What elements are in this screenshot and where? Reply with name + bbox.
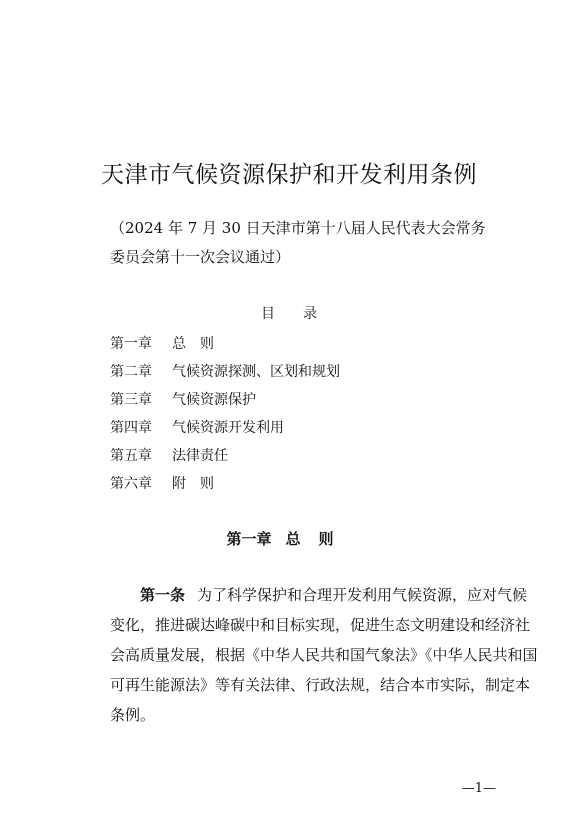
toc-chapter-name: 气候资源保护 bbox=[172, 392, 256, 408]
toc-chapter-number: 第二章 bbox=[110, 364, 152, 380]
toc-item bbox=[110, 470, 470, 498]
toc-heading: 目录 bbox=[261, 306, 345, 322]
article-text: 为了科学保护和合理开发利用气候资源，应对气候 bbox=[197, 586, 528, 604]
toc-chapter-name: 气候资源开发利用 bbox=[172, 420, 284, 436]
toc-item bbox=[110, 330, 470, 358]
toc-item bbox=[110, 358, 470, 386]
adoption-note-line-1: （2024 年 7 月 30 日天津市第十八届人民代表大会常务 bbox=[110, 219, 486, 237]
table-of-contents bbox=[110, 330, 470, 498]
article-line: 会高质量发展，根据《中华人民共和国气象法》《中华人民共和国 bbox=[110, 646, 538, 664]
toc-chapter-number: 第一章 bbox=[110, 336, 152, 352]
toc-chapter-number: 第三章 bbox=[110, 392, 152, 408]
toc-chapter-name: 附则 bbox=[172, 476, 228, 492]
chapter-heading bbox=[0, 528, 578, 549]
toc-item bbox=[110, 386, 470, 414]
toc-chapter-number: 第六章 bbox=[110, 476, 152, 492]
page-number: —1— bbox=[461, 781, 496, 796]
article-line: 变化，推进碳达峰碳中和目标实现，促进生态文明建设和经济社 bbox=[110, 616, 531, 634]
toc-item bbox=[110, 414, 470, 442]
chapter-name: 总则 bbox=[285, 530, 352, 548]
article-1 bbox=[110, 580, 538, 730]
toc-chapter-name: 法律责任 bbox=[172, 448, 228, 464]
article-line: 可再生能源法》等有关法律、行政法规，结合本市实际，制定本 bbox=[110, 676, 531, 694]
toc-chapter-number: 第四章 bbox=[110, 420, 152, 436]
toc-chapter-name: 总则 bbox=[172, 336, 228, 352]
toc-chapter-number: 第五章 bbox=[110, 448, 152, 464]
adoption-note-line-2: 委员会第十一次会议通过） bbox=[110, 248, 291, 266]
article-line bbox=[110, 580, 528, 610]
article-line: 条例。 bbox=[110, 706, 156, 724]
article-label: 第一条 bbox=[140, 586, 186, 604]
document-title: 天津市气候资源保护和开发利用条例 bbox=[101, 162, 477, 188]
toc-chapter-name: 气候资源探测、区划和规划 bbox=[172, 364, 340, 380]
adoption-note bbox=[110, 214, 490, 272]
chapter-number: 第一章 bbox=[226, 530, 272, 548]
toc-item bbox=[110, 442, 470, 470]
